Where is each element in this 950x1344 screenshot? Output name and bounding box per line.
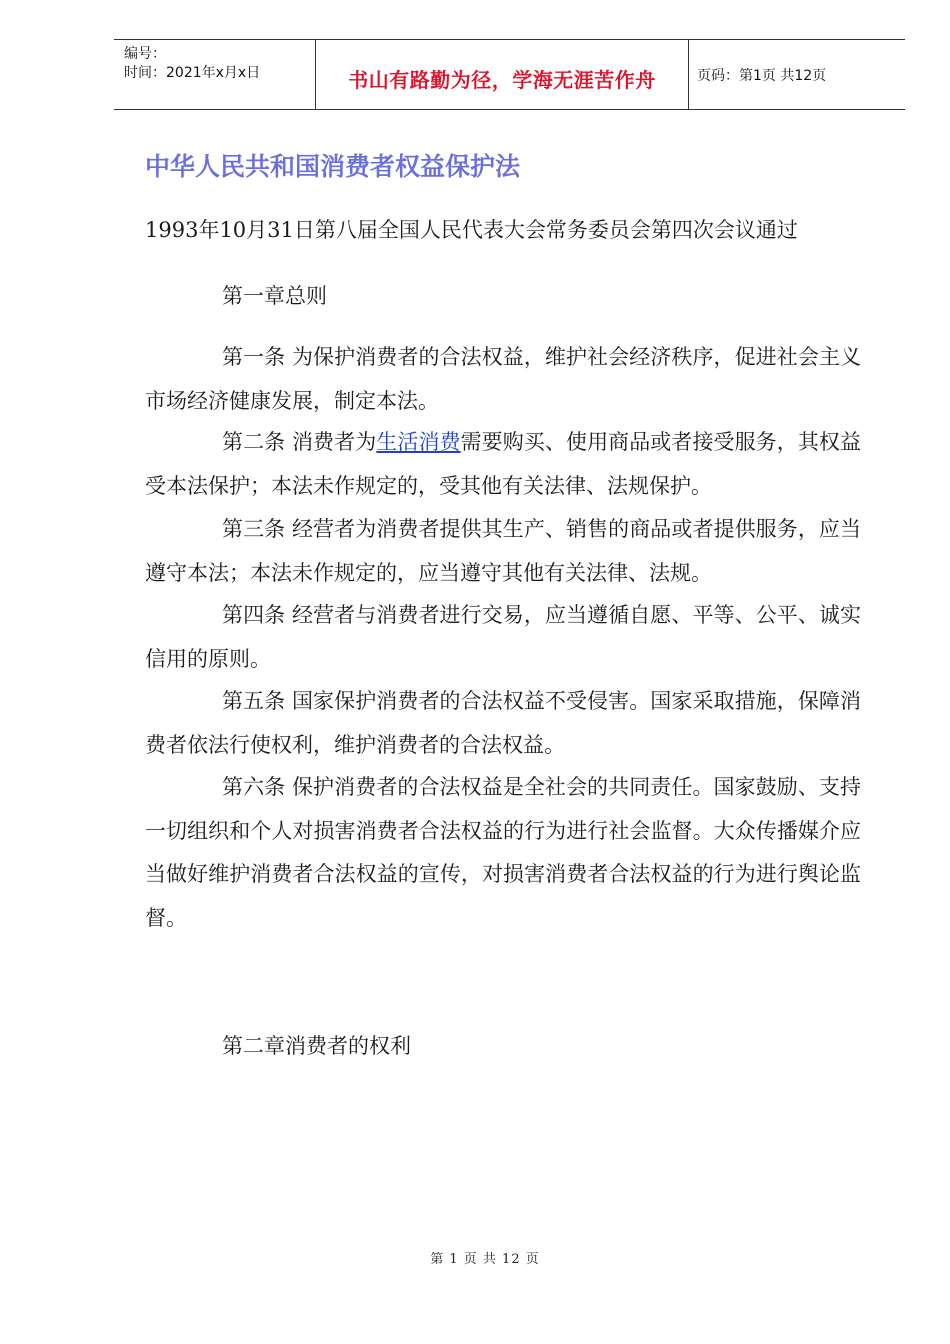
header-page-info: 页码：第1页 共12页 [697, 68, 827, 84]
article-6: 第六条 保护消费者的合法权益是全社会的共同责任。国家鼓励、支持一切组织和个人对损害消费者合法权益的行为进行社会监督。大众传播媒介应当做好维护消费者合法权益的宣传，对损害消费者合法权益的行为进行舆论监督。 [145, 775, 861, 930]
article-2-rest: 需要购买、使用商品或者接受服务，其权益受本法保护；本法未作规定的，受其他有关法律、法规保护。 [145, 430, 861, 498]
article-3: 第三条 经营者为消费者提供其生产、销售的商品或者提供服务，应当遵守本法；本法未作规定的，应当遵守其他有关法律、法规。 [145, 517, 861, 585]
article-2-lead: 第二条 消费者为 [222, 430, 377, 454]
article-2 [145, 421, 861, 508]
chapter-heading-1: 第一章总则 [222, 284, 327, 308]
article-1: 第一条 为保护消费者的合法权益，维护社会经济秩序，促进社会主义市场经济健康发展，制定本法。 [145, 345, 861, 413]
document-title: 中华人民共和国消费者权益保护法 [145, 152, 521, 181]
chapter-heading-2: 第二章消费者的权利 [222, 1034, 411, 1058]
header-meta-cell [114, 40, 316, 109]
page-footer: 第 1 页 共 12 页 [430, 1252, 540, 1267]
page-header [114, 39, 905, 110]
header-motto-cell [316, 40, 689, 109]
link-living-consumption[interactable]: 生活消费 [376, 430, 461, 454]
header-page-cell [689, 40, 905, 109]
time-label: 时间：2021年x月x日 [124, 65, 261, 81]
article-5: 第五条 国家保护消费者的合法权益不受侵害。国家采取措施，保障消费者依法行使权利，维护消费者的合法权益。 [145, 689, 861, 757]
header-motto: 书山有路勤为径，学海无涯苦作舟 [348, 68, 656, 92]
article-4: 第四条 经营者与消费者进行交易，应当遵循自愿、平等、公平、诚实信用的原则。 [145, 603, 861, 671]
number-label: 编号： [124, 46, 166, 62]
document-subtitle: 1993年10月31日第八届全国人民代表大会常务委员会第四次会议通过 [145, 218, 798, 242]
